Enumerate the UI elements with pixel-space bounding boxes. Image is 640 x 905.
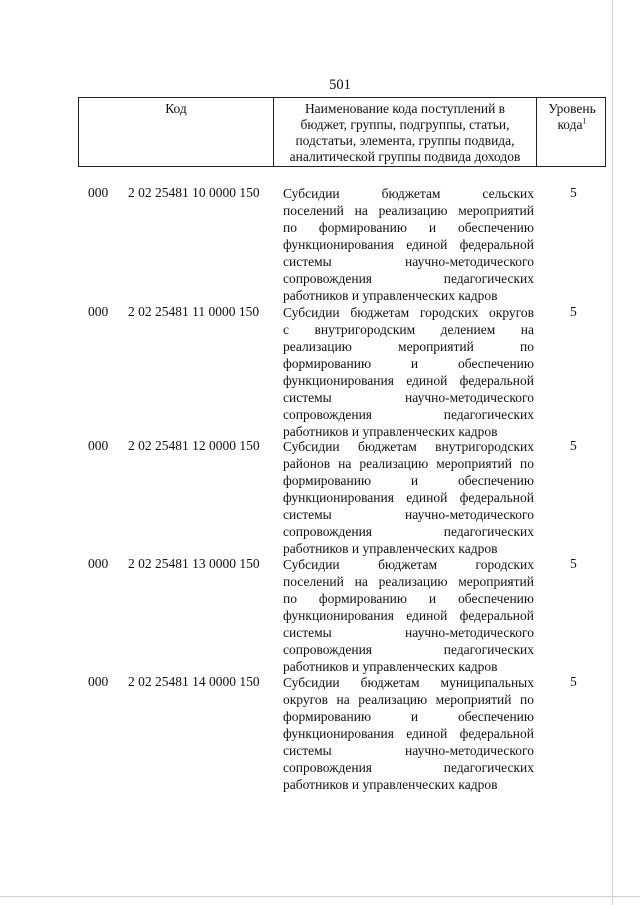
row-name-line: реализацию мероприятий по: [283, 339, 534, 354]
page-number: 501: [329, 77, 351, 93]
row-level: 5: [570, 304, 577, 319]
row-name-line: Субсидии бюджетам муниципальных: [283, 675, 534, 690]
row-name-line: работников и управленческих кадров: [283, 541, 498, 556]
row-admin-code: 000: [88, 438, 109, 453]
row-name-line: работников и управленческих кадров: [283, 288, 498, 303]
row-income-code: 2 02 25481 13 0000 150: [128, 556, 260, 571]
row-admin-code: 000: [88, 185, 109, 200]
header-name-cell: [274, 98, 537, 166]
header-level-label: кода: [557, 117, 583, 132]
row-admin-code: 000: [88, 556, 109, 571]
row-name-line: районов на реализацию мероприятий по: [283, 456, 534, 471]
footnote-marker: 1: [582, 116, 587, 126]
row-name: [283, 438, 534, 557]
row-name-line: системы научно-методического: [283, 743, 534, 758]
header-level-cell: [537, 98, 607, 166]
row-level: 5: [570, 185, 577, 200]
row-name-line: Субсидии бюджетам городских округов: [283, 305, 534, 320]
row-name-line: функционирования единой федеральной: [283, 237, 534, 252]
row-name-line: системы научно-методического: [283, 507, 534, 522]
row-income-code: 2 02 25481 10 0000 150: [128, 185, 260, 200]
row-name-line: сопровождения педагогических: [283, 407, 534, 422]
header-name-line: Наименование кода поступлений в: [304, 101, 506, 116]
row-name-line: системы научно-методического: [283, 390, 534, 405]
scan-bottom-line: [0, 896, 640, 897]
header-name-line: подстатьи, элемента, группы подвида,: [295, 133, 515, 148]
row-name-line: сопровождения педагогических: [283, 524, 534, 539]
row-name-line: Субсидии бюджетам городских: [283, 557, 534, 572]
row-level: 5: [570, 556, 577, 571]
row-name-line: работников и управленческих кадров: [283, 659, 498, 674]
row-name-line: по формированию и обеспечению: [283, 591, 534, 606]
row-name-line: поселений на реализацию мероприятий: [283, 574, 534, 589]
header-level-line: Уровень: [548, 101, 596, 116]
row-name-line: формированию и обеспечению: [283, 473, 534, 488]
row-name-line: поселений на реализацию мероприятий: [283, 203, 534, 218]
row-name-line: системы научно-методического: [283, 254, 534, 269]
row-name-line: функционирования единой федеральной: [283, 490, 534, 505]
row-name-line: Субсидии бюджетам сельских: [283, 186, 534, 201]
row-admin-code: 000: [88, 304, 109, 319]
table-header: [78, 97, 606, 167]
row-name: [283, 556, 534, 675]
header-name-line: бюджет, группы, подгруппы, статьи,: [300, 117, 510, 132]
header-name-line: аналитической группы подвида доходов: [289, 149, 521, 164]
row-name-line: с внутригородским делением на: [283, 322, 534, 337]
row-name-line: работников и управленческих кадров: [283, 424, 498, 439]
header-code-label: Код: [165, 101, 187, 116]
row-name-line: сопровождения педагогических: [283, 760, 534, 775]
row-name-line: Субсидии бюджетам внутригородских: [283, 439, 534, 454]
row-name: [283, 304, 534, 440]
scan-edge-line: [612, 0, 613, 905]
row-name-line: системы научно-методического: [283, 625, 534, 640]
row-name-line: формированию и обеспечению: [283, 356, 534, 371]
header-level-line: [537, 117, 607, 133]
row-name-line: функционирования единой федеральной: [283, 726, 534, 741]
row-income-code: 2 02 25481 11 0000 150: [128, 304, 260, 319]
row-name-line: формированию и обеспечению: [283, 709, 534, 724]
row-name-line: функционирования единой федеральной: [283, 373, 534, 388]
row-admin-code: 000: [88, 674, 109, 689]
row-name-line: сопровождения педагогических: [283, 642, 534, 657]
row-name: [283, 674, 534, 793]
row-name-line: округов на реализацию мероприятий по: [283, 692, 534, 707]
row-income-code: 2 02 25481 14 0000 150: [128, 674, 260, 689]
row-name-line: работников и управленческих кадров: [283, 777, 498, 792]
row-level: 5: [570, 438, 577, 453]
row-name-line: сопровождения педагогических: [283, 271, 534, 286]
row-name: [283, 185, 534, 304]
header-code-cell: [79, 98, 274, 166]
row-name-line: по формированию и обеспечению: [283, 220, 534, 235]
row-name-line: функционирования единой федеральной: [283, 608, 534, 623]
row-level: 5: [570, 674, 577, 689]
row-income-code: 2 02 25481 12 0000 150: [128, 438, 260, 453]
